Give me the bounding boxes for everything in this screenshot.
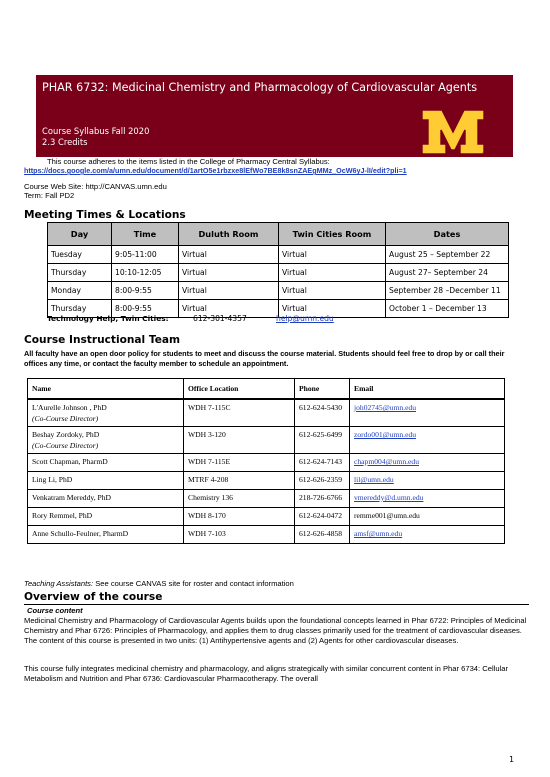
course-title: PHAR 6732: Medicinal Chemistry and Pharmacology of Cardiovascular Agents: [42, 81, 478, 94]
cell-office: WDH 3-120: [184, 427, 295, 454]
page-number: 1: [509, 755, 515, 764]
cell-time: 8:00-9:55: [112, 282, 179, 300]
table-row: [28, 526, 505, 544]
table-row: [28, 399, 505, 427]
cell-phone: 218-726-6766: [295, 490, 350, 508]
table-row: [48, 264, 509, 282]
cell-phone: 612-626-4858: [295, 526, 350, 544]
cell-email: [350, 526, 505, 544]
cell-duluth: Virtual: [179, 264, 279, 282]
meeting-table-header: [48, 223, 509, 246]
cell-email: [350, 427, 505, 454]
cell-twin-cities: Virtual: [279, 282, 386, 300]
cell-dates: August 27– September 24: [386, 264, 509, 282]
table-row: [28, 454, 505, 472]
cell-office: WDH 7-103: [184, 526, 295, 544]
cell-phone: 612-625-6499: [295, 427, 350, 454]
tech-help-label: Technology Help, Twin Cities:: [47, 314, 169, 323]
cell-name: [28, 399, 184, 427]
table-row: [48, 282, 509, 300]
open-door-policy: All faculty have an open door policy for students to meet and discuss the course material. Students should feel free to drop by or call their offices any time, or contact the faculty member to schedule an appointment.: [24, 349, 505, 368]
faculty-name: Beshay Zordoky, PhD: [32, 430, 100, 439]
meeting-times-table: [47, 222, 509, 318]
central-syllabus-link[interactable]: https://docs.google.com/a/umn.edu/document/d/1artO5e1rbzxe8lEfWo7BE8k8snZAEgMMz_OcW6yJ-lI/edit?pli=1: [24, 166, 407, 175]
cell-twin-cities: Virtual: [279, 246, 386, 264]
col-day: Day: [48, 223, 112, 246]
col-time: Time: [112, 223, 179, 246]
cell-office: WDH 8-170: [184, 508, 295, 526]
overview-paragraph-1: Medicinal Chemistry and Pharmacology of Cardiovascular Agents builds upon the foundational concepts learned in Phar 6722: Principles of Medicinal Chemistry and Phar 6726: Principles of Pharmacology, and applies them to drug classes primarily used for the treatment of cardiovascular diseases. The content of this course is presented in two units: (1) Antihypertensive agents and (2) Agents for other cardiovascular diseases.: [24, 616, 527, 645]
cell-email: [350, 508, 505, 526]
col-twin-cities-room: Twin Cities Room: [279, 223, 386, 246]
course-content-subheading: Course content: [27, 606, 83, 615]
central-syllabus-note: This course adheres to the items listed in the College of Pharmacy Central Syllabus:: [47, 157, 330, 166]
instructional-team-heading: Course Instructional Team: [24, 334, 181, 346]
cell-day: Thursday: [48, 300, 112, 318]
cell-name: [28, 427, 184, 454]
cell-duluth: Virtual: [179, 282, 279, 300]
faculty-table-header: [28, 379, 505, 400]
faculty-role: (Co-Course Director): [32, 414, 99, 423]
university-m-logo: [420, 104, 486, 156]
cell-time: 10:10-12:05: [112, 264, 179, 282]
course-term: Term: Fall PD2: [24, 191, 75, 200]
svg-text:®: ®: [482, 151, 486, 156]
overview-paragraph-2: This course fully integrates medicinal chemistry and pharmacology, and aligns strategically with similar concurrent content in Phar 6734: Cellular Metabolism and Nutrition and Phar 6736: Cardiovascular Pharmacotherapy. The overall: [24, 664, 508, 683]
col-dates: Dates: [386, 223, 509, 246]
col-email: Email: [350, 379, 505, 400]
cell-phone: 612-624-7143: [295, 454, 350, 472]
cell-duluth: Virtual: [179, 246, 279, 264]
cell-email: [350, 399, 505, 427]
cell-name: Anne Schullo-Feulner, PharmD: [28, 526, 184, 544]
tech-help-email[interactable]: help@umn.edu: [276, 314, 334, 323]
cell-dates: October 1 – December 13: [386, 300, 509, 318]
cell-name: Venkatram Mereddy, PhD: [28, 490, 184, 508]
teaching-assistants: [24, 579, 294, 588]
overview-heading: Overview of the course: [24, 591, 163, 603]
course-credits: 2.3 Credits: [42, 137, 88, 147]
faculty-table: [27, 378, 505, 544]
cell-email: [350, 472, 505, 490]
ta-text: See course CANVAS site for roster and contact information: [95, 579, 294, 588]
faculty-email-link[interactable]: chapm004@umn.edu: [354, 457, 419, 466]
col-phone: Phone: [295, 379, 350, 400]
overview-divider: [24, 604, 529, 605]
faculty-email-link[interactable]: remme001@umn.edu: [354, 511, 420, 520]
faculty-email-link[interactable]: joh02745@umn.edu: [354, 403, 417, 412]
cell-dates: September 28 –December 11: [386, 282, 509, 300]
table-row: [28, 472, 505, 490]
course-website: Course Web Site: http://CANVAS.umn.edu: [24, 182, 167, 191]
table-row: [48, 246, 509, 264]
cell-duluth: Virtual: [179, 300, 279, 318]
cell-office: Chemistry 136: [184, 490, 295, 508]
col-office: Office Location: [184, 379, 295, 400]
cell-name: Scott Chapman, PharmD: [28, 454, 184, 472]
course-semester: Course Syllabus Fall 2020: [42, 126, 150, 136]
course-semester-credits: [42, 126, 149, 148]
cell-phone: 612-624-0472: [295, 508, 350, 526]
cell-email: [350, 490, 505, 508]
cell-name: Ling Li, PhD: [28, 472, 184, 490]
table-row: [28, 490, 505, 508]
faculty-email-link[interactable]: vmereddy@d.umn.edu: [354, 493, 424, 502]
cell-twin-cities: Virtual: [279, 300, 386, 318]
faculty-email-link[interactable]: zordo001@umn.edu: [354, 430, 417, 439]
cell-day: Thursday: [48, 264, 112, 282]
cell-time: 8:00-9:55: [112, 300, 179, 318]
cell-email: [350, 454, 505, 472]
cell-name: Rory Remmel, PhD: [28, 508, 184, 526]
faculty-email-link[interactable]: lil@umn.edu: [354, 475, 394, 484]
cell-twin-cities: Virtual: [279, 264, 386, 282]
faculty-email-link[interactable]: amsf@umn.edu: [354, 529, 403, 538]
cell-phone: 612-626-2359: [295, 472, 350, 490]
col-duluth-room: Duluth Room: [179, 223, 279, 246]
table-row: [28, 427, 505, 454]
table-row: [28, 508, 505, 526]
ta-label: Teaching Assistants:: [24, 579, 94, 588]
faculty-role: (Co-Course Director): [32, 441, 99, 450]
cell-office: MTRF 4-208: [184, 472, 295, 490]
meeting-times-heading: Meeting Times & Locations: [24, 209, 186, 221]
tech-help-phone: 612-301-4357: [193, 314, 247, 323]
cell-phone: 612-624-5430: [295, 399, 350, 427]
cell-dates: August 25 – September 22: [386, 246, 509, 264]
cell-office: WDH 7-115E: [184, 454, 295, 472]
faculty-name: L'Aurelle Johnson , PhD: [32, 403, 107, 412]
cell-day: Tuesday: [48, 246, 112, 264]
cell-day: Monday: [48, 282, 112, 300]
cell-office: WDH 7-115C: [184, 399, 295, 427]
cell-time: 9:05-11:00: [112, 246, 179, 264]
col-name: Name: [28, 379, 184, 400]
